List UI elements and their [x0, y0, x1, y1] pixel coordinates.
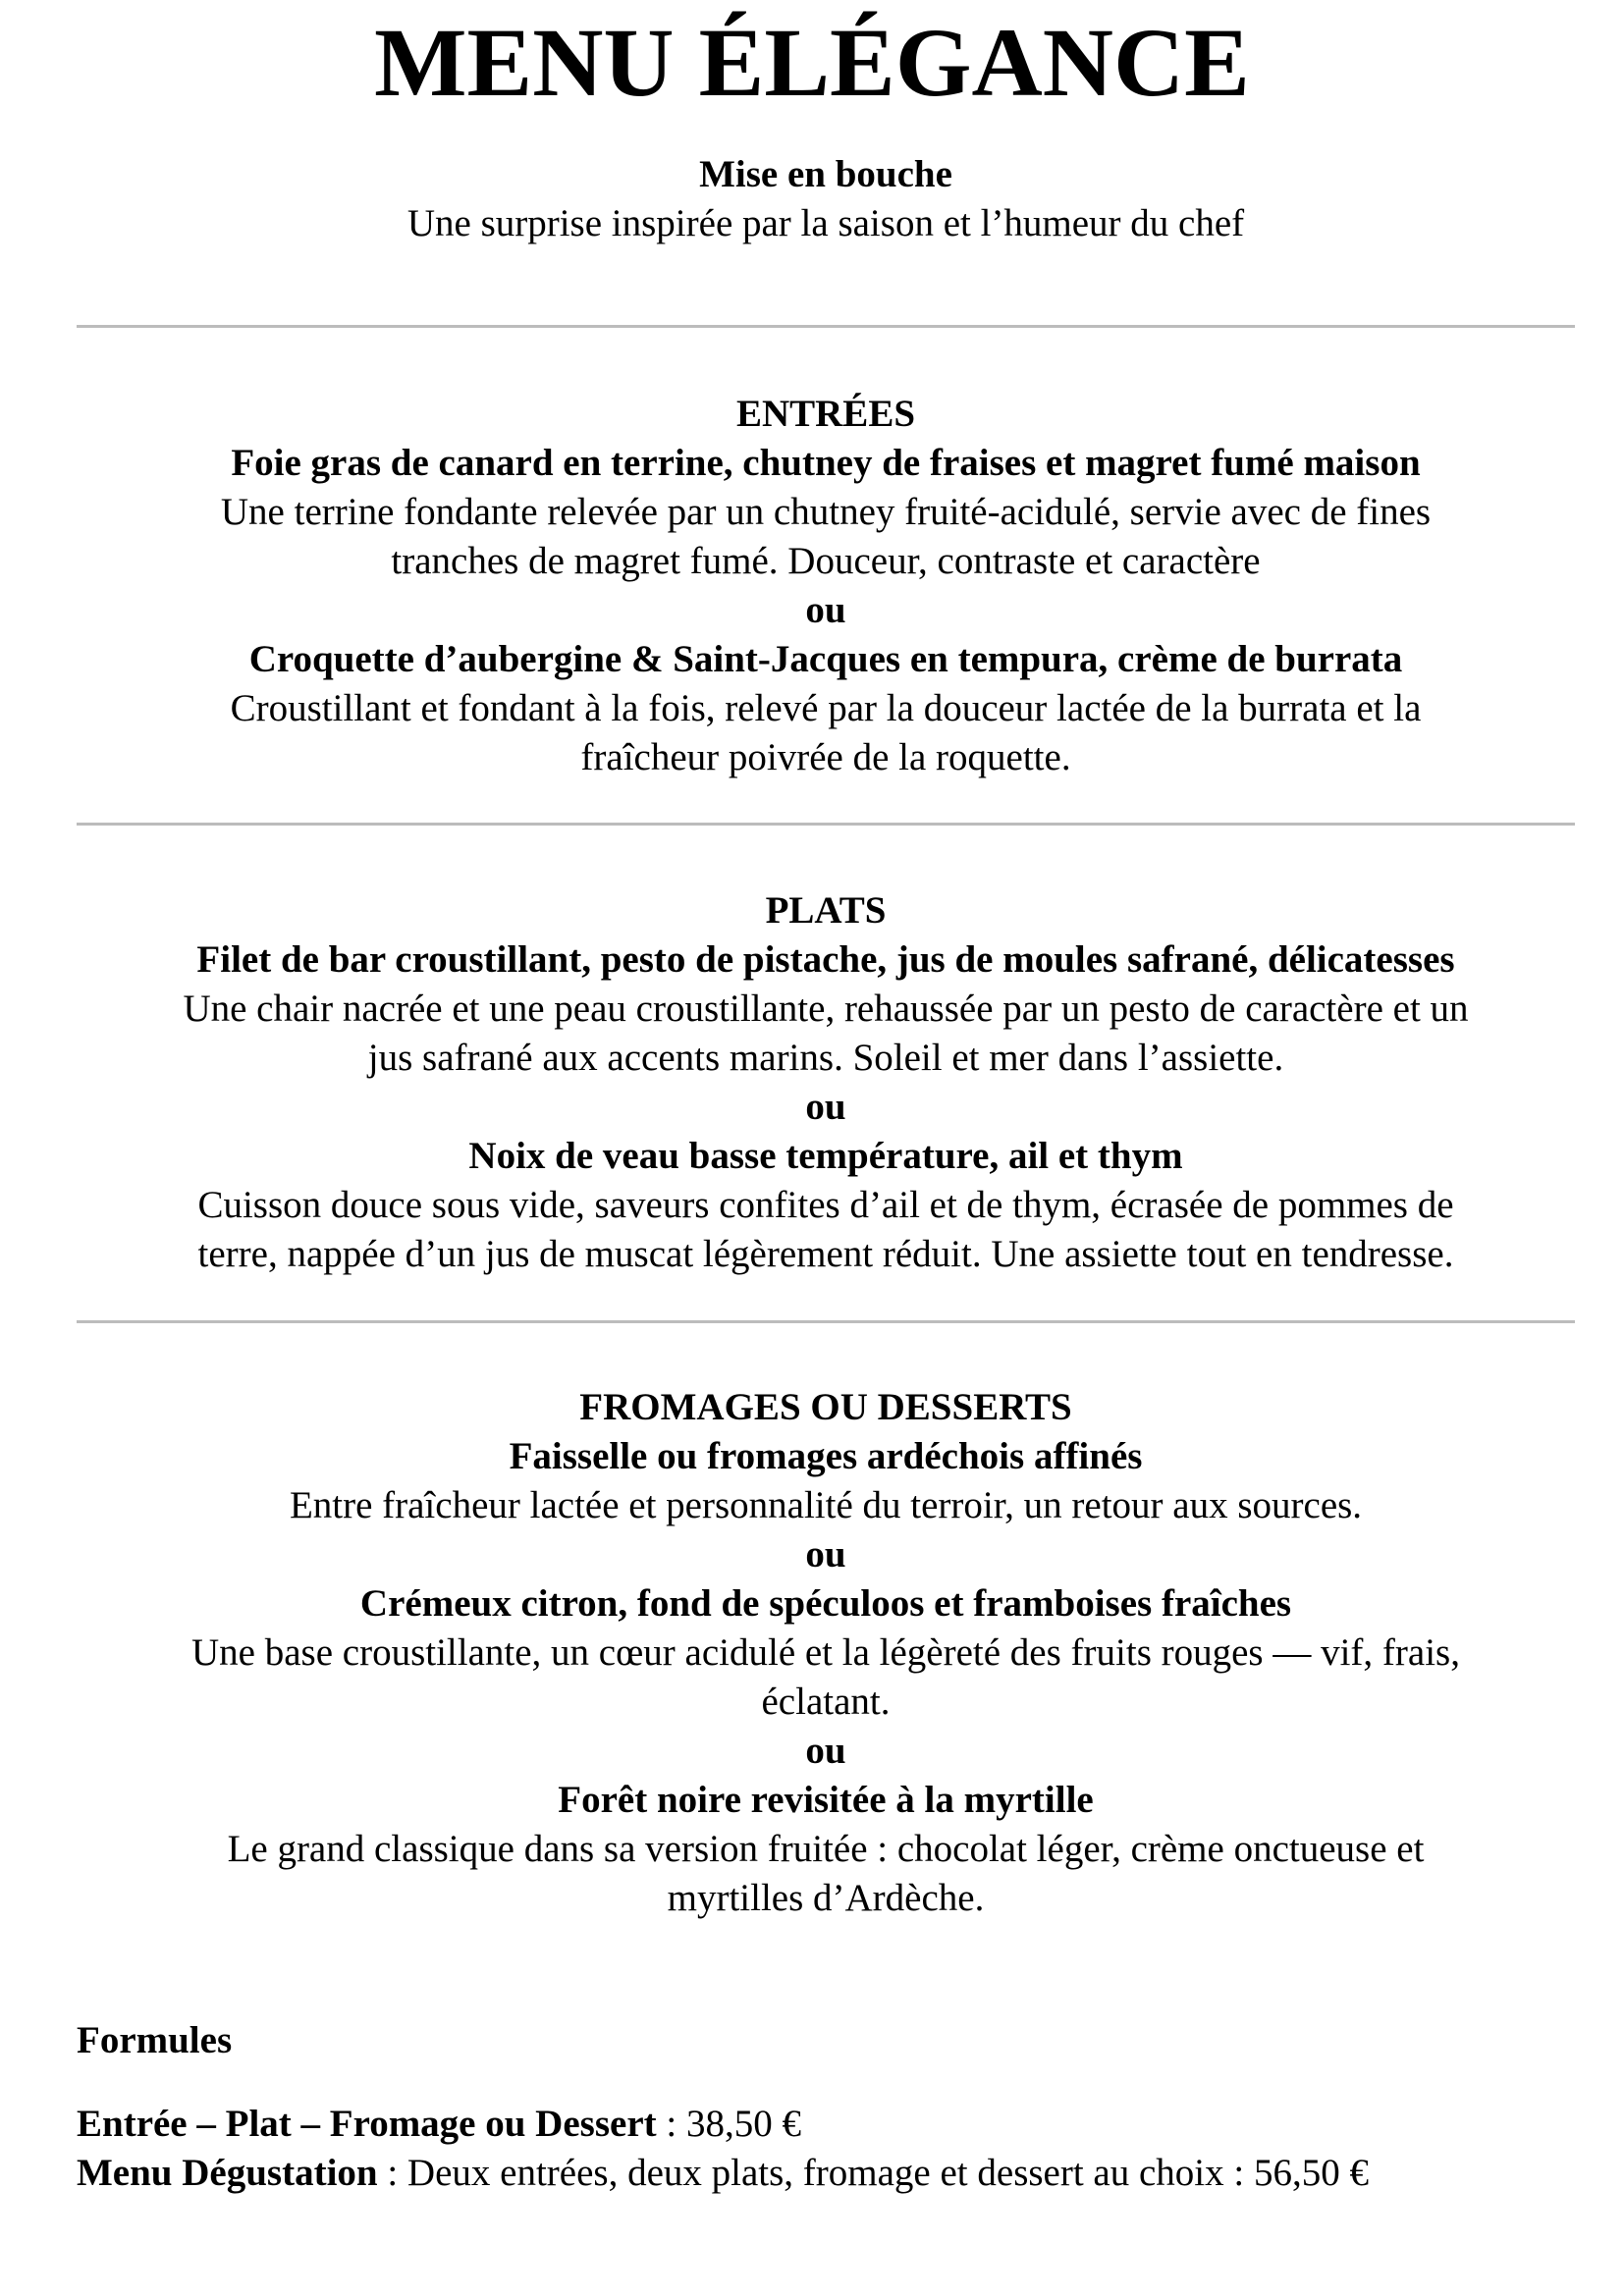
dessert-1-name: Faisselle ou fromages ardéchois affinés [509, 1435, 1143, 1477]
entree-2-description-line-2: fraîcheur poivrée de la roquette. [580, 736, 1071, 778]
formules-list [77, 2100, 1575, 2198]
entrees-or-separator: ou [805, 589, 846, 631]
dessert-2-description-line-2: éclatant. [761, 1681, 891, 1723]
amuse-bouche-description: Une surprise inspirée par la saison et l’humeur du chef [406, 202, 1245, 244]
section-divider [77, 823, 1575, 826]
plat-1-name: Filet de bar croustillant, pesto de pistache, jus de moules safrané, délicatesses [196, 938, 1455, 981]
plat-2-description-line-1: Cuisson douce sous vide, saveurs confites d’ail et de thym, écrasée de pommes de [197, 1184, 1454, 1226]
plat-1-description-line-1: Une chair nacrée et une peau croustillante, rehaussée par un pesto de caractère et un [183, 988, 1469, 1030]
plats-heading: PLATS [765, 889, 887, 932]
section-divider [77, 325, 1575, 328]
plat-1-description-line-2: jus safrané aux accents marins. Soleil et mer dans l’assiette. [367, 1037, 1284, 1079]
dessert-3-name: Forêt noire revisitée à la myrtille [558, 1779, 1094, 1821]
dessert-2-description-line-1: Une base croustillante, un cœur acidulé et la légèreté des fruits rouges — vif, frais, [191, 1631, 1460, 1674]
formules-section [77, 2016, 1575, 2065]
formule-1-label: Entrée – Plat – Fromage ou Dessert [77, 2103, 657, 2145]
formule-1-price: : 38,50 € [656, 2103, 801, 2145]
amuse-bouche-section [77, 150, 1575, 248]
desserts-section [77, 1383, 1575, 1923]
section-divider [77, 1320, 1575, 1323]
desserts-or-separator-1: ou [805, 1533, 846, 1575]
entree-2-description-line-1: Croustillant et fondant à la fois, relevé par la douceur lactée de la burrata et la [230, 687, 1422, 729]
entrees-heading: ENTRÉES [735, 393, 916, 435]
formule-2 [77, 2149, 1575, 2198]
menu-title: MENU ÉLÉGANCE [374, 8, 1250, 117]
plat-2-name: Noix de veau basse température, ail et thym [468, 1135, 1183, 1177]
amuse-bouche-name: Mise en bouche [699, 153, 952, 195]
entrees-section [77, 390, 1575, 782]
dessert-3-description-line-1: Le grand classique dans sa version fruitée : chocolat léger, crème onctueuse et [227, 1828, 1425, 1870]
dessert-3-description-line-2: myrtilles d’Ardèche. [667, 1877, 985, 1919]
desserts-or-separator-2: ou [805, 1730, 846, 1772]
entree-1-name: Foie gras de canard en terrine, chutney de fraises et magret fumé maison [231, 442, 1421, 484]
plats-section [77, 886, 1575, 1279]
formule-2-price: : Deux entrées, deux plats, fromage et dessert au choix : 56,50 € [377, 2152, 1369, 2194]
dessert-2-name: Crémeux citron, fond de spéculoos et framboises fraîches [359, 1582, 1292, 1625]
plat-2-description-line-2: terre, nappée d’un jus de muscat légèrement réduit. Une assiette tout en tendresse. [197, 1233, 1454, 1275]
plats-or-separator: ou [805, 1086, 846, 1128]
desserts-heading: FROMAGES OU DESSERTS [579, 1386, 1072, 1428]
entree-1-description-line-1: Une terrine fondante relevée par un chutney fruité-acidulé, servie avec de fines [220, 491, 1432, 533]
formules-heading: Formules [77, 2019, 233, 2061]
formule-2-label: Menu Dégustation [77, 2152, 378, 2194]
entree-2-name: Croquette d’aubergine & Saint-Jacques en tempura, crème de burrata [248, 638, 1403, 680]
dessert-1-description-line-1: Entre fraîcheur lactée et personnalité du terroir, un retour aux sources. [289, 1484, 1363, 1526]
formule-1 [77, 2100, 1575, 2149]
entree-1-description-line-2: tranches de magret fumé. Douceur, contraste et caractère [391, 540, 1261, 582]
